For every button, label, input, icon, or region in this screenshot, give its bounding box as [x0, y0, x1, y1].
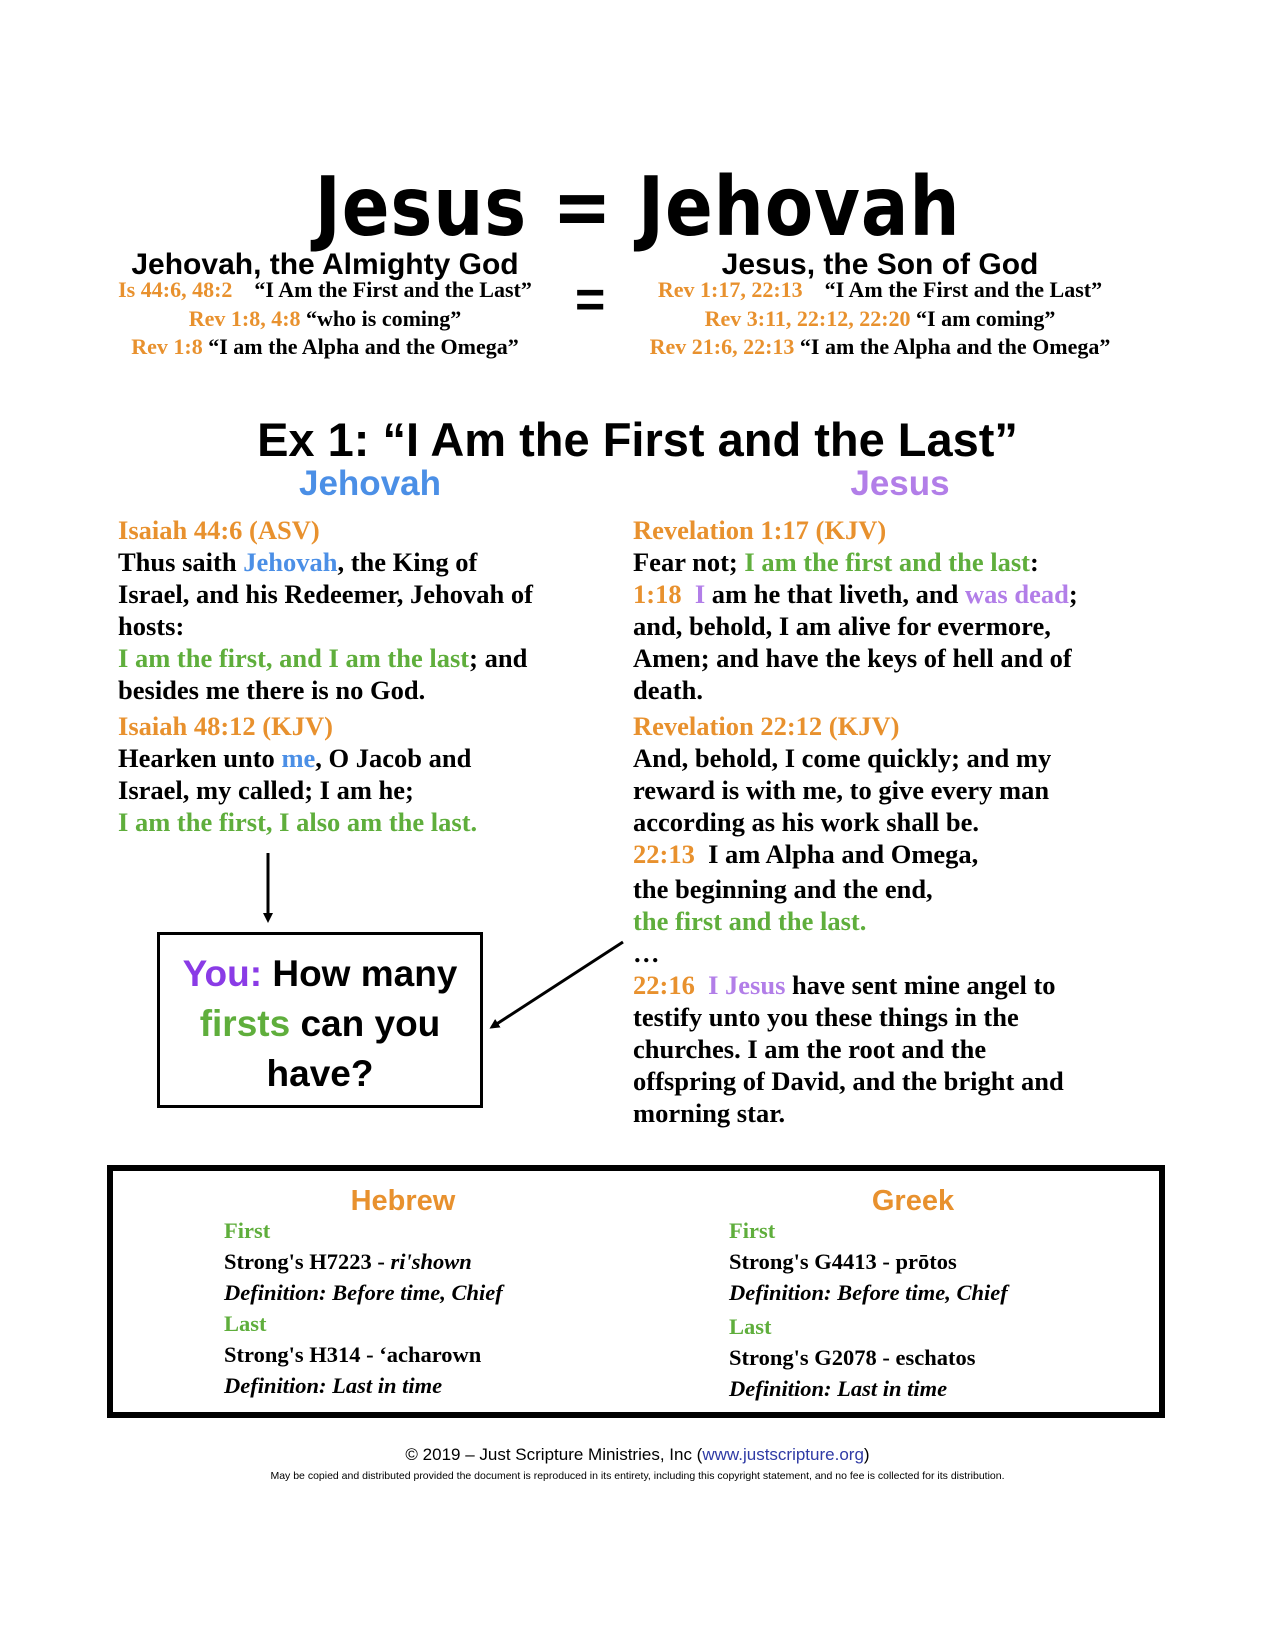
lex-definition: Definition: Last in time — [224, 1373, 443, 1398]
highlight-jesus: was dead — [965, 579, 1069, 609]
lex-definition: Definition: Before time, Chief — [729, 1280, 1008, 1305]
verse-text: , the King of — [337, 547, 478, 577]
verse-text: , O Jacob and — [315, 743, 472, 773]
question-text: How many — [262, 953, 458, 994]
ref-citation: Rev 1:8 — [131, 334, 203, 359]
verse-reference: Isaiah 44:6 (ASV) — [118, 515, 320, 545]
question-you: You: — [182, 953, 263, 994]
jesus-label: Jesus — [850, 464, 950, 503]
lex-label: Last — [224, 1311, 267, 1336]
highlight-jehovah: me — [281, 743, 316, 773]
verse-line — [633, 578, 1078, 610]
lex-text: Strong's H7223 - — [224, 1249, 391, 1274]
verse-line: And, behold, I come quickly; and my — [633, 743, 1052, 773]
ref-quote: “I am the Alpha and the Omega” — [208, 334, 519, 359]
question-line — [160, 999, 480, 1049]
highlight-jesus: I — [694, 579, 706, 609]
verse-line: morning star. — [633, 1098, 786, 1128]
lexicon-box — [107, 1165, 1165, 1418]
question-line: have? — [266, 1053, 374, 1094]
verse-text: Hearken unto — [118, 743, 282, 773]
ref-citation: Rev 3:11, 22:12, 22:20 — [704, 306, 911, 331]
verse-text: am he that liveth, and — [705, 579, 966, 609]
highlight-jesus: I Jesus — [708, 970, 786, 1000]
ref-quote: “I Am the First and the Last” — [254, 277, 532, 302]
jesus-verses — [633, 514, 1078, 1129]
question-line — [160, 949, 480, 999]
verse-number: 22:13 — [633, 839, 695, 869]
verse-line: death. — [633, 675, 703, 705]
jehovah-label: Jehovah — [299, 464, 441, 503]
verse-text: ; — [1068, 579, 1078, 609]
verse-text: ; and — [469, 643, 528, 673]
verse-line: testify unto you these things in the — [633, 1002, 1019, 1032]
verse-reference: Revelation 22:12 (KJV) — [633, 711, 900, 741]
example-title: Ex 1: “I Am the First and the Last” — [257, 413, 1018, 466]
license-note: May be copied and distributed provided the document is reproduced in its entirety, including this copyright statement, and no fee is collected for its distribution. — [270, 1470, 1005, 1482]
jesus-heading: Jesus, the Son of God — [721, 248, 1039, 281]
question-box — [157, 932, 483, 1108]
verse-line: I am the first, I also am the last. — [118, 807, 478, 837]
ref-citation: Rev 1:17, 22:13 — [657, 277, 803, 302]
copyright-text: © 2019 – Just Scripture Ministries, Inc ( — [405, 1445, 703, 1464]
verse-reference: Isaiah 48:12 (KJV) — [118, 711, 333, 741]
highlight-first-last: I am the first, and I am the last — [118, 643, 470, 673]
ref-quote: “I am the Alpha and the Omega” — [799, 334, 1111, 359]
verse-number: 22:16 — [633, 970, 695, 1000]
diagonal-arrow-icon — [492, 942, 623, 1027]
verse-line: hosts: — [118, 611, 185, 641]
lex-strongs: Strong's G4413 - prōtos — [729, 1249, 957, 1274]
verse-line: the beginning and the end, — [633, 874, 933, 904]
verse-line: churches. I am the root and the — [633, 1034, 987, 1064]
lex-word: ri'shown — [390, 1249, 472, 1274]
lex-strongs: Strong's H314 - ‘acharown — [224, 1342, 482, 1367]
verse-line: the first and the last. — [633, 906, 867, 936]
lex-definition: Definition: Last in time — [729, 1376, 948, 1401]
verse-line: Israel, and his Redeemer, Jehovah of — [118, 579, 533, 609]
ref-quote: “I Am the First and the Last” — [824, 277, 1103, 302]
lex-strongs: Strong's G2078 - eschatos — [729, 1345, 976, 1370]
verse-line: offspring of David, and the bright and — [633, 1066, 1064, 1096]
verse-line: Amen; and have the keys of hell and of — [633, 643, 1072, 673]
lex-label: First — [729, 1218, 776, 1243]
verse-text: I am Alpha and Omega, — [694, 839, 979, 869]
verse-text: have sent mine angel to — [785, 970, 1056, 1000]
greek-entries — [729, 1215, 1008, 1404]
copyright-text: ) — [863, 1445, 870, 1464]
verse-line: reward is with me, to give every man — [633, 775, 1050, 805]
verse-text: : — [1029, 547, 1039, 577]
question-firsts: firsts — [199, 1003, 291, 1044]
page-title: Jesus = Jehovah — [314, 160, 961, 255]
jehovah-heading: Jehovah, the Almighty God — [131, 248, 519, 281]
verse-line — [633, 546, 1078, 578]
verse-line — [633, 838, 1078, 870]
hebrew-entries — [224, 1215, 503, 1401]
verse-line: besides me there is no God. — [118, 675, 426, 705]
verse-line: according as his work shall be. — [633, 807, 980, 837]
verse-number: 1:18 — [633, 579, 682, 609]
lex-label: Last — [729, 1314, 772, 1339]
verse-reference: Revelation 1:17 (KJV) — [633, 515, 887, 545]
verse-text: Thus saith — [118, 547, 244, 577]
verse-text: Fear not; — [633, 547, 745, 577]
hebrew-heading: Hebrew — [350, 1185, 456, 1217]
lex-strongs — [224, 1246, 503, 1277]
question-text: can you — [290, 1003, 441, 1044]
verse-line: … — [633, 938, 660, 968]
verse-line: Israel, my called; I am he; — [118, 775, 414, 805]
ref-citation: Rev 21:6, 22:13 — [649, 334, 795, 359]
highlight-first-last: I am the first and the last — [744, 547, 1030, 577]
copyright-line — [0, 1445, 1275, 1465]
ref-citation: Rev 1:8, 4:8 — [188, 306, 301, 331]
ref-quote: “who is coming” — [306, 306, 462, 331]
website-link[interactable]: www.justscripture.org — [702, 1445, 864, 1464]
ref-citation: Is 44:6, 48:2 — [118, 277, 233, 302]
greek-heading: Greek — [871, 1185, 955, 1217]
lex-label: First — [224, 1218, 271, 1243]
verse-line: and, behold, I am alive for evermore, — [633, 611, 1051, 641]
verse-line — [633, 969, 1078, 1001]
ref-quote: “I am coming” — [916, 306, 1056, 331]
equals-sign: = — [575, 271, 606, 329]
lex-definition: Definition: Before time, Chief — [224, 1280, 503, 1305]
highlight-jehovah: Jehovah — [243, 547, 338, 577]
